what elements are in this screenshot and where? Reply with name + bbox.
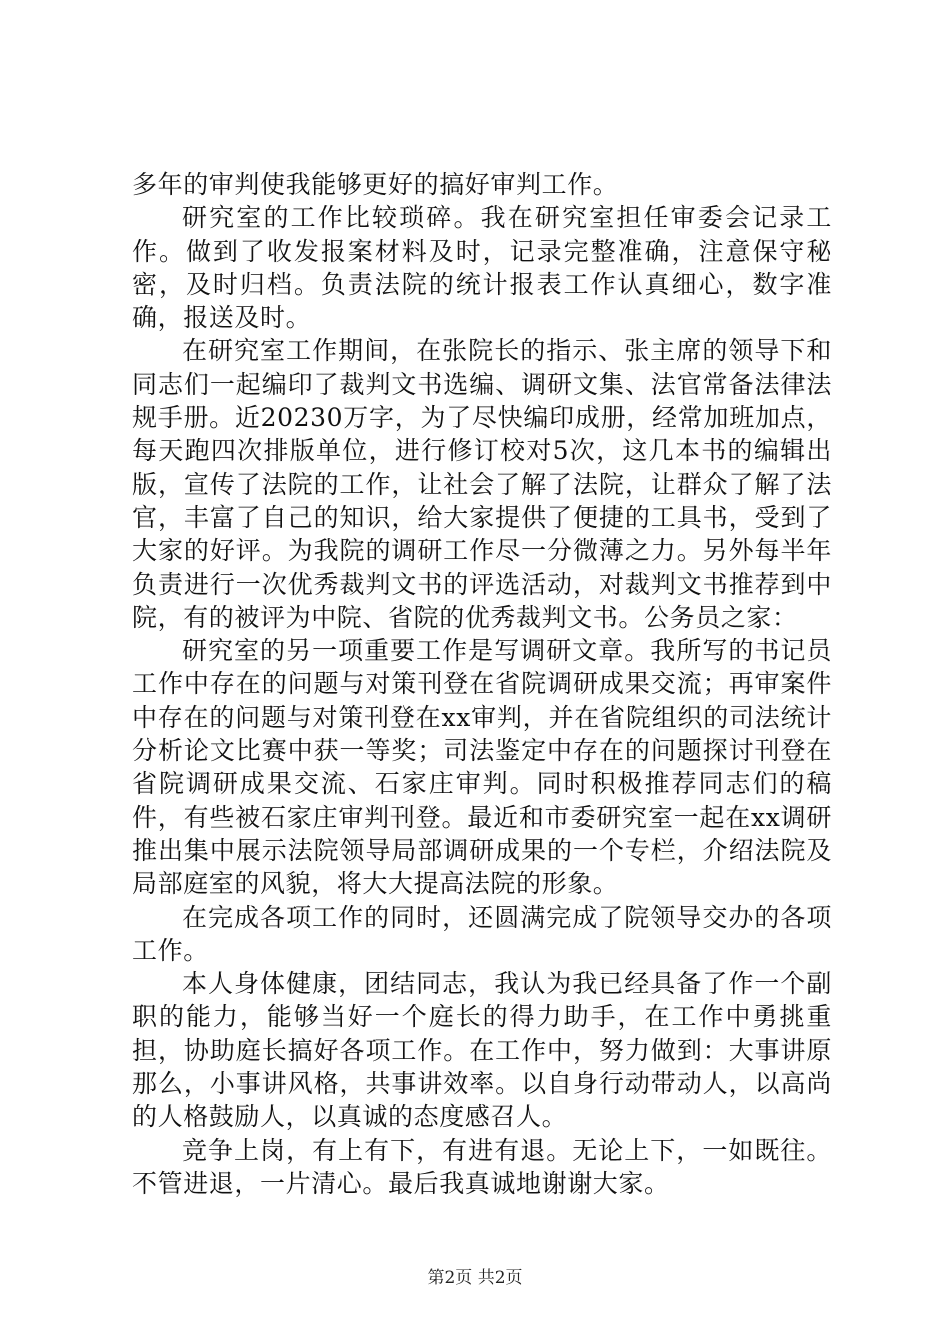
page-number-footer: 第2页 共2页 xyxy=(427,1268,523,1288)
paragraph-closing: 竞争上岗，有上有下，有进有退。无论上下，一如既往。不管进退，一片清心。最后我真诚地谢谢大家。 xyxy=(132,1135,832,1198)
paragraph-self-assessment: 本人身体健康，团结同志，我认为我已经具备了作一个副职的能力，能够当好一个庭长的得力助手，在工作中勇挑重担，协助庭长搞好各项工作。在工作中，努力做到：大事讲原那么，小事讲风格，共事讲效率。以自身行动带动人，以高尚的人格鼓励人，以真诚的态度感召人。 xyxy=(132,969,832,1132)
paragraph-continuation: 多年的审判使我能够更好的搞好审判工作。 xyxy=(132,170,619,199)
paragraph-research-articles: 研究室的另一项重要工作是写调研文章。我所写的书记员工作中存在的问题与对策刊登在省院调研成果交流；再审案件中存在的问题与对策刊登在xx审判，并在省院组织的司法统计分析论文比赛中获一等奖；司法鉴定中存在的问题探讨刊登在省院调研成果交流、石家庄审判。同时积极推荐同志们的稿件，有些被石家庄审判刊登。最近和市委研究室一起在xx调研推出集中展示法院领导局部调研成果的一个专栏，介绍法院及局部庭室的风貌，将大大提高法院的形象。 xyxy=(132,636,832,899)
paragraph-editing-publications: 在研究室工作期间，在张院长的指示、张主席的领导下和同志们一起编印了裁判文书选编、调研文集、法官常备法律法规手册。近20230万字，为了尽快编印成册，经常加班加点，每天跑四次排版单位，进行修订校对5次，这几本书的编辑出版，宣传了法院的工作，让社会了解了法院，让群众了解了法官，丰富了自己的知识，给大家提供了便捷的工具书，受到了大家的好评。为我院的调研工作尽一分微薄之力。另外每半年负责进行一次优秀裁判文书的评选活动，对裁判文书推荐到中院，有的被评为中院、省院的优秀裁判文书。公务员之家： xyxy=(132,336,832,632)
paragraph-assigned-tasks: 在完成各项工作的同时，还圆满完成了院领导交办的各项工作。 xyxy=(132,902,832,965)
paragraph-research-office-duties: 研究室的工作比较琐碎。我在研究室担任审委会记录工作。做到了收发报案材料及时，记录完整准确，注意保守秘密，及时归档。负责法院的统计报表工作认真细心，数字准确，报送及时。 xyxy=(132,203,832,333)
document-body xyxy=(132,168,832,1200)
